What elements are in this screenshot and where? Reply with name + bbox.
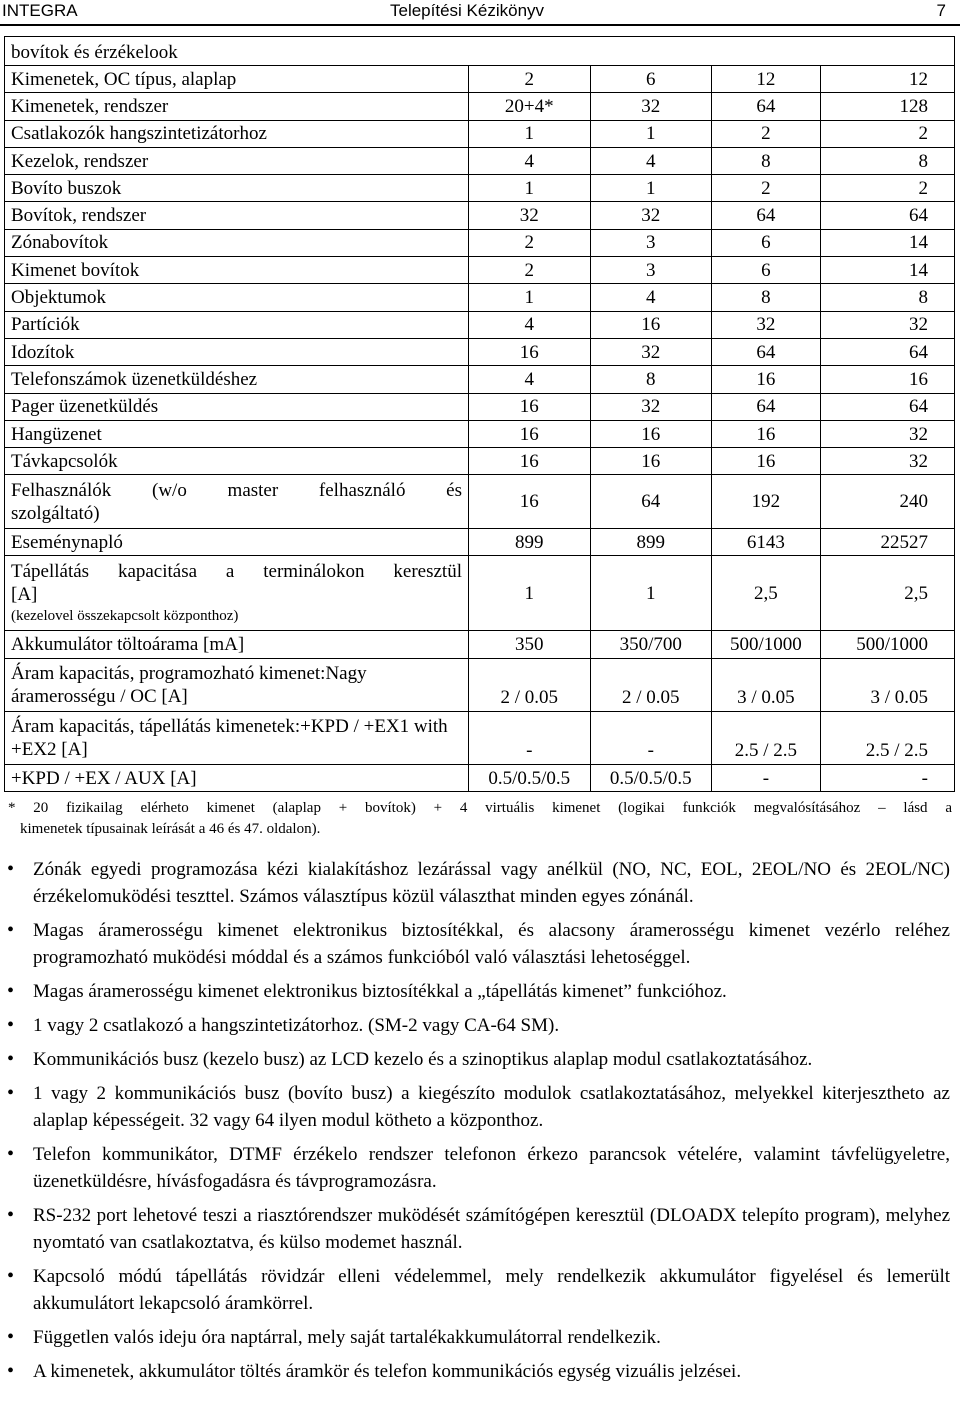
table-cell-value: 32 [590, 393, 712, 420]
table-cell-value: 3 / 0.05 [820, 659, 954, 712]
table-cell-value: 4 [590, 284, 712, 311]
table-row [5, 202, 955, 229]
table-cell-value: 1 [469, 175, 591, 202]
table-row-label [5, 712, 469, 765]
table-row [5, 366, 955, 393]
list-item-text: Magas áramerosségu kimenet elektronikus biztosítékkal, és alacsony áramerosségu kimenet vezérlo reléhez programozható muködési móddal és a számos funkcióból való választási lehetoséggel. [33, 920, 950, 968]
row-label-text: Távkapcsolók [11, 450, 118, 472]
table-cell-value: 6 [712, 257, 821, 284]
row-label-text: Akkumulátor töltoárama [mA] [11, 634, 245, 656]
table-cell-value: 3 / 0.05 [712, 659, 821, 712]
list-item-text: Kommunikációs busz (kezelo busz) az LCD kezelo és a szinoptikus alaplap modul csatlakoztatásához. [33, 1049, 813, 1070]
table-cell-value: 899 [469, 529, 591, 556]
table-cell-value: 64 [820, 338, 954, 365]
table-row-label [5, 366, 469, 393]
table-cell-value: 1 [469, 120, 591, 147]
table-cell-value: 2 / 0.05 [590, 659, 712, 712]
row-label-text: Eseménynapló [11, 531, 123, 553]
table-cell-value: 12 [820, 66, 954, 93]
table-row [5, 229, 955, 256]
list-item [0, 1324, 960, 1351]
table-row-label [5, 420, 469, 447]
table-cell-value: 16 [712, 448, 821, 475]
list-item-text: RS-232 port lehetové teszi a riasztórendszer muködését számítógépen keresztül (DLOADX telepíto program), melyhez nyomtató van csatlakoztatva, és külso modemet használ. [33, 1205, 950, 1253]
bullet-icon: • [7, 1014, 15, 1036]
list-item [0, 917, 960, 971]
table-row-label [5, 311, 469, 338]
table-row [5, 659, 955, 712]
table-row-label [5, 229, 469, 256]
table-cell-value: 16 [469, 420, 591, 447]
row-label-text: Kimenetek, OC típus, alaplap [11, 68, 237, 90]
table-row-label [5, 284, 469, 311]
table-row [5, 393, 955, 420]
table-cell-value: 22527 [820, 529, 954, 556]
row-label-text: Bovíto buszok [11, 177, 122, 199]
table-row [5, 529, 955, 556]
row-label-text: Tápellátás kapacitása a terminálokon keresztül [11, 561, 462, 583]
table-cell-value: 4 [469, 311, 591, 338]
table-cell-value: 2 [712, 120, 821, 147]
table-row [5, 448, 955, 475]
table-cell-value: 0.5/0.5/0.5 [590, 765, 712, 792]
table-cell-value: 0.5/0.5/0.5 [469, 765, 591, 792]
table-cell-value: - [712, 765, 821, 792]
table-cell-value: 32 [820, 448, 954, 475]
table-cell-value: 1 [590, 120, 712, 147]
table-cell-value: 16 [820, 366, 954, 393]
table-row [5, 712, 955, 765]
table-row-label [5, 529, 469, 556]
table-cell-value: 2 [469, 257, 591, 284]
table-cell-value: 16 [469, 475, 591, 529]
table-cell-value: 2 [469, 229, 591, 256]
list-item-text: Magas áramerosségu kimenet elektronikus biztosítékkal a „tápellátás kimenet” funkcióhoz. [33, 981, 727, 1002]
table-cell-value: 16 [469, 393, 591, 420]
table-cell-value: 64 [712, 338, 821, 365]
table-row-label [5, 659, 469, 712]
table-cell-value: 1 [590, 556, 712, 631]
table-row-label [5, 448, 469, 475]
table-cell-value: 899 [590, 529, 712, 556]
table-cell-value: 500/1000 [820, 631, 954, 659]
table-cell-value: 64 [712, 93, 821, 120]
row-label-text: Partíciók [11, 314, 80, 336]
table-cell-value: 16 [590, 311, 712, 338]
table-cell-value: 2.5 / 2.5 [820, 712, 954, 765]
table-cell-value: 2 / 0.05 [469, 659, 591, 712]
row-label-text: szolgáltató) [11, 502, 100, 524]
row-label-text: Felhasználók (w/o master felhasználó és [11, 479, 462, 501]
table-cell-value: 32 [820, 420, 954, 447]
table-row [5, 175, 955, 202]
table-row [5, 556, 955, 631]
table-row-label [5, 257, 469, 284]
table-row-label [5, 93, 469, 120]
list-item-text: Független valós ideju óra naptárral, mely saját tartalékakkumulátorral rendelkezik. [33, 1327, 661, 1348]
bullet-icon: • [7, 1143, 15, 1165]
table-cell-value: 64 [712, 393, 821, 420]
table-row-label [5, 147, 469, 174]
table-footnote [8, 798, 952, 840]
list-item-text: Zónák egyedi programozása kézi kialakításhoz lezárással vagy anélkül (NO, NC, EOL, 2EOL/NO és 2EOL/NC) érzékelomuködési teszttel. Számos választípus közül választhat minden egyes zónánál. [33, 859, 950, 907]
bullet-icon: • [7, 980, 15, 1002]
list-item [0, 1141, 960, 1195]
table-cell-value: 8 [712, 284, 821, 311]
table-row [5, 147, 955, 174]
row-label-text: Kezelok, rendszer [11, 150, 149, 172]
table-row [5, 120, 955, 147]
row-label-text: +KPD / +EX1 with +EX2 [A] [11, 716, 448, 761]
table-cell-value: 1 [469, 284, 591, 311]
table-cell-value: - [820, 765, 954, 792]
header-product-name: INTEGRA [2, 1, 78, 20]
table-cell-value: 64 [590, 475, 712, 529]
footnote-line-1: * 20 fizikailag elérheto kimenet (alaplap + bovítok) + 4 virtuális kimenet (logikai funkciók megvalósításához – lásd a [8, 800, 952, 816]
table-cell-value: 128 [820, 93, 954, 120]
table-row [5, 284, 955, 311]
table-cell-value: 3 [590, 257, 712, 284]
bullet-icon: • [7, 1265, 15, 1287]
table-cell-value: 16 [469, 448, 591, 475]
bullet-icon: • [7, 1326, 15, 1348]
row-label-text: (kezelovel összekapcsolt központhoz) [11, 608, 239, 625]
table-cell-value: 350 [469, 631, 591, 659]
page-header [0, 0, 960, 22]
table-row-label [5, 765, 469, 792]
table-cell-value: 2.5 / 2.5 [712, 712, 821, 765]
row-label-text: Zónabovítok [11, 232, 109, 254]
list-item-text: 1 vagy 2 csatlakozó a hangszintetizátorhoz. (SM-2 vagy CA-64 SM). [33, 1015, 560, 1036]
list-item-text: A kimenetek, akkumulátor töltés áramkör és telefon kommunikációs egység vizuális jelzései. [33, 1361, 742, 1382]
table-cell-value: 1 [590, 175, 712, 202]
bullet-icon: • [7, 858, 15, 880]
table-section-title: bovítok és érzékelook [5, 37, 955, 66]
table-cell-value: 32 [590, 338, 712, 365]
table-row [5, 257, 955, 284]
header-document-title: Telepítési Kézikönyv [390, 1, 545, 20]
table-row-label [5, 120, 469, 147]
table-cell-value: 8 [820, 284, 954, 311]
row-label-text: Objektumok [11, 287, 106, 309]
row-label-text: [A] [11, 584, 38, 606]
header-divider [0, 24, 960, 26]
list-item-text: 1 vagy 2 kommunikációs busz (bovíto busz) a kiegészíto modulok csatlakoztatásához, melyekkel kiterjesztheto az alaplap képességeit. 32 vagy 64 ilyen modul kötheto a központhoz. [33, 1083, 950, 1131]
table-cell-value: 32 [820, 311, 954, 338]
list-item-text: Kapcsoló módú tápellátás rövidzár elleni védelemmel, mely rendelkezik akkumulátor figyelésel és lemerült akkumulátort lekapcsoló áramkörrel. [33, 1266, 950, 1314]
table-row [5, 311, 955, 338]
list-item [0, 1358, 960, 1385]
table-cell-value: 32 [712, 311, 821, 338]
table-cell-value: - [469, 712, 591, 765]
table-cell-value: 20+4* [469, 93, 591, 120]
table-cell-value: 32 [590, 93, 712, 120]
table-cell-value: 2 [820, 175, 954, 202]
table-cell-value: 64 [820, 202, 954, 229]
list-item [0, 1263, 960, 1317]
bullet-icon: • [7, 1048, 15, 1070]
table-cell-value: 16 [469, 338, 591, 365]
table-cell-value: 350/700 [590, 631, 712, 659]
table-cell-value: 2 [469, 66, 591, 93]
list-item [0, 1080, 960, 1134]
table-cell-value: 64 [820, 393, 954, 420]
table-row-label [5, 66, 469, 93]
row-label-text: Kimenetek, rendszer [11, 95, 169, 117]
bullet-icon: • [7, 1082, 15, 1104]
list-item [0, 1202, 960, 1256]
list-item-text: Telefon kommunikátor, DTMF érzékelo rendszer telefonon érkezo parancsok vételére, valamint távfelügyeletre, üzenetküldésre, hívásfogadásra és távprogramozásra. [33, 1144, 950, 1192]
bullet-icon: • [7, 919, 15, 941]
table-cell-value: 2,5 [712, 556, 821, 631]
table-cell-value: 4 [590, 147, 712, 174]
row-label-text: +KPD / +EX / AUX [A] [11, 767, 197, 789]
table-row-label [5, 175, 469, 202]
table-cell-value: 4 [469, 147, 591, 174]
table-row [5, 338, 955, 365]
row-label-text: Csatlakozók hangszintetizátorhoz [11, 123, 267, 145]
row-label-text: Áram kapacitás, programozható kimenet: [11, 663, 326, 685]
table-cell-value: 2,5 [820, 556, 954, 631]
table-row-label [5, 556, 469, 631]
table-section-row [5, 37, 955, 66]
table-cell-value: 16 [590, 448, 712, 475]
table-row [5, 66, 955, 93]
bullet-icon: • [7, 1360, 15, 1382]
table-row [5, 420, 955, 447]
table-cell-value: 6 [712, 229, 821, 256]
bullet-icon: • [7, 1204, 15, 1226]
table-cell-value: 64 [712, 202, 821, 229]
table-cell-value: 6143 [712, 529, 821, 556]
table-cell-value: - [590, 712, 712, 765]
list-item [0, 1046, 960, 1073]
table-cell-value: 14 [820, 257, 954, 284]
list-item [0, 1012, 960, 1039]
table-row-label [5, 631, 469, 659]
table-cell-value: 4 [469, 366, 591, 393]
table-cell-value: 2 [820, 120, 954, 147]
table-cell-value: 8 [590, 366, 712, 393]
table-cell-value: 16 [590, 420, 712, 447]
header-page-number: 7 [936, 1, 946, 20]
table-cell-value: 192 [712, 475, 821, 529]
table-cell-value: 32 [469, 202, 591, 229]
table-row [5, 765, 955, 792]
row-label-text: Hangüzenet [11, 423, 102, 445]
table-cell-value: 3 [590, 229, 712, 256]
specification-table [4, 36, 955, 792]
feature-list [0, 856, 960, 1392]
table-row [5, 93, 955, 120]
table-cell-value: 32 [590, 202, 712, 229]
row-label-text: Idozítok [11, 341, 75, 363]
table-row-label [5, 202, 469, 229]
table-row [5, 475, 955, 529]
table-row-label [5, 475, 469, 529]
table-cell-value: 6 [590, 66, 712, 93]
table-cell-value: 8 [712, 147, 821, 174]
table-row [5, 631, 955, 659]
row-label-text: Pager üzenetküldés [11, 396, 159, 418]
table-cell-value: 16 [712, 420, 821, 447]
table-cell-value: 1 [469, 556, 591, 631]
list-item [0, 856, 960, 910]
table-cell-value: 500/1000 [712, 631, 821, 659]
table-cell-value: 16 [712, 366, 821, 393]
row-label-text: Kimenet bovítok [11, 259, 140, 281]
table-cell-value: 14 [820, 229, 954, 256]
list-item [0, 978, 960, 1005]
table-row-label [5, 393, 469, 420]
table-row-label [5, 338, 469, 365]
row-label-text: Nagy áramerosségu / OC [A] [11, 663, 367, 708]
row-label-text: Bovítok, rendszer [11, 205, 147, 227]
table-cell-value: 8 [820, 147, 954, 174]
table-cell-value: 240 [820, 475, 954, 529]
row-label-text: Áram kapacitás, tápellátás kimenetek: [11, 716, 301, 738]
table-cell-value: 12 [712, 66, 821, 93]
table-cell-value: 2 [712, 175, 821, 202]
row-label-text: Telefonszámok üzenetküldéshez [11, 368, 258, 390]
footnote-line-2: kimenetek típusainak leírását a 46 és 47. oldalon). [20, 821, 321, 837]
